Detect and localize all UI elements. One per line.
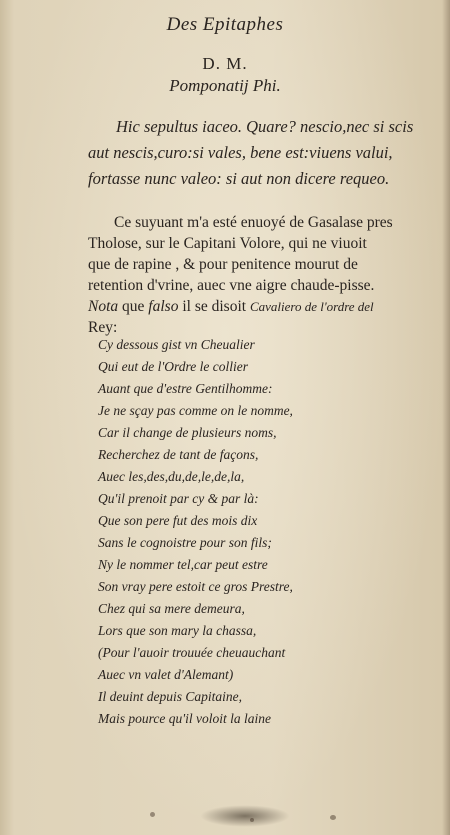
french-epitaph-verse bbox=[98, 334, 418, 730]
epitaph-subject-name: Pomponatij Phi. bbox=[169, 76, 281, 95]
verse-line: Qu'il prenoit par cy & par là: bbox=[98, 491, 259, 506]
latin-line-3: fortasse nunc valeo: si aut non dicere requeo. bbox=[88, 169, 390, 188]
ink-spot bbox=[150, 812, 155, 817]
verse-line: Ny le nommer tel,car peut estre bbox=[98, 557, 268, 572]
verse-line: Son vray pere estoit ce gros Prestre, bbox=[98, 579, 293, 594]
running-header: Des Epitaphes bbox=[166, 14, 284, 35]
prose-line-1: Ce suyuant m'a esté enuoyé de Gasalase pres bbox=[114, 214, 393, 231]
verse-line: Il deuint depuis Capitaine, bbox=[98, 689, 242, 704]
prose-paragraph bbox=[88, 212, 438, 338]
latin-line-1: Hic sepultus iaceo. Quare? nescio,nec si scis bbox=[116, 117, 414, 136]
nota-que: que bbox=[118, 298, 149, 315]
verse-line: Chez qui sa mere demeura, bbox=[98, 601, 245, 616]
prose-line-2: Tholose, sur le Capitani Volore, qui ne viuoit bbox=[88, 235, 367, 252]
prose-line-3: que de rapine , & pour penitence mourut de bbox=[88, 256, 358, 273]
ink-smudge bbox=[200, 805, 290, 827]
verse-line: Cy dessous gist vn Cheualier bbox=[98, 337, 255, 352]
verse-line: Car il change de plusieurs noms, bbox=[98, 425, 277, 440]
nota-word: Nota bbox=[88, 298, 119, 315]
ink-spot bbox=[250, 818, 254, 822]
nota-mid: il se disoit bbox=[178, 298, 250, 315]
nota-cavaliero: Cavaliero de l'ordre del bbox=[249, 299, 374, 314]
verse-line: Mais pource qu'il voloit la laine bbox=[98, 711, 271, 726]
nota-rey: Rey: bbox=[88, 319, 118, 336]
ink-spot bbox=[330, 815, 336, 820]
verse-line: (Pour l'auoir trouuée cheuauchant bbox=[98, 645, 286, 660]
nota-line bbox=[88, 296, 438, 317]
verse-line: Que son pere fut des mois dix bbox=[98, 513, 258, 528]
verse-line: Auec les,des,du,de,le,de,la, bbox=[98, 469, 245, 484]
latin-epitaph bbox=[88, 114, 448, 192]
dis-manibus-heading: D. M. bbox=[202, 54, 248, 73]
verse-line: Auant que d'estre Gentilhomme: bbox=[98, 381, 273, 396]
verse-line: Recherchez de tant de façons, bbox=[98, 447, 259, 462]
prose-line-4: retention d'vrine, auec vne aigre chaude-pisse. bbox=[88, 277, 375, 294]
verse-line: Je ne sçay pas comme on le nomme, bbox=[98, 403, 293, 418]
nota-falso: falso bbox=[148, 298, 179, 315]
verse-line: Auec vn valet d'Alemant) bbox=[98, 667, 234, 682]
verse-line: Lors que son mary la chassa, bbox=[98, 623, 257, 638]
verse-line: Qui eut de l'Ordre le collier bbox=[98, 359, 248, 374]
verse-line: Sans le cognoistre pour son fils; bbox=[98, 535, 272, 550]
latin-line-2: aut nescis,curo:si vales, bene est:viuens valui, bbox=[88, 143, 393, 162]
